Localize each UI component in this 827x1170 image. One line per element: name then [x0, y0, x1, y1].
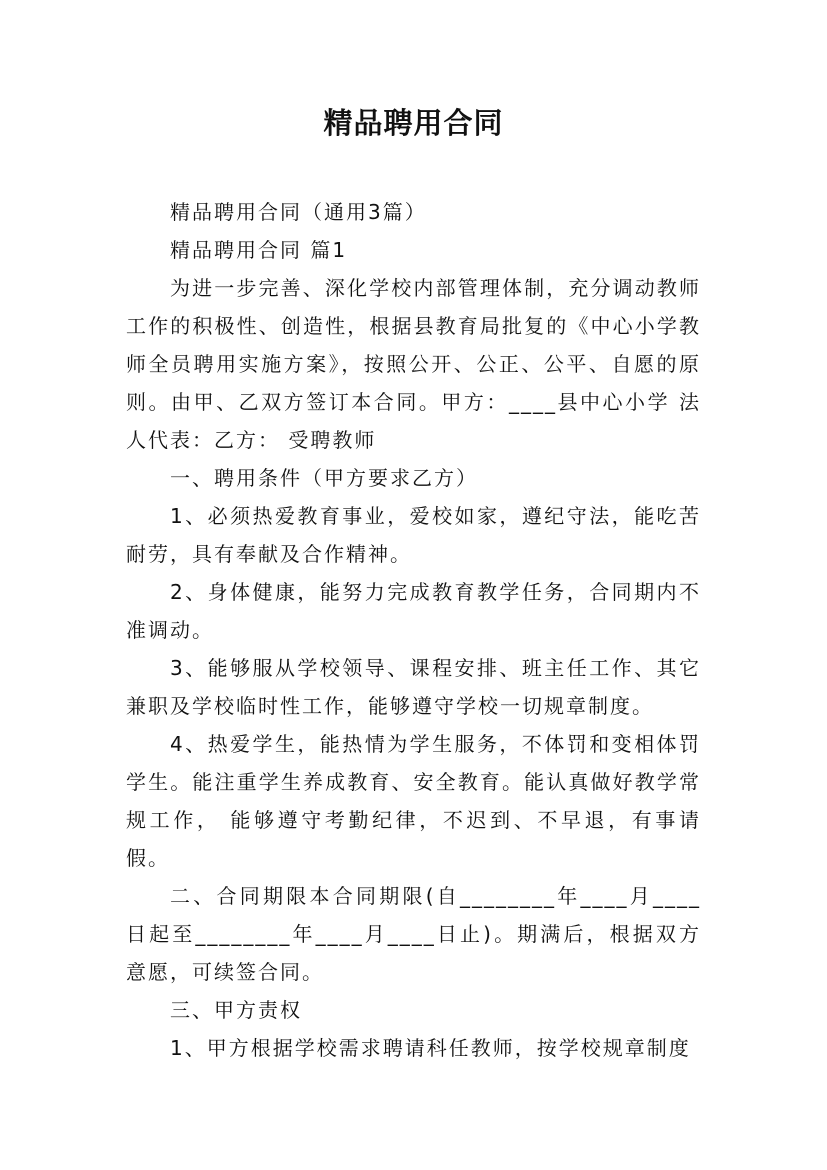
- paragraph-heading-conditions: 一、聘用条件（甲方要求乙方）: [170, 466, 478, 490]
- document-title: 精品聘用合同: [323, 106, 504, 140]
- paragraph-condition-3: 3、能够服从学校领导、课程安排、班主任工作、其它兼职及学校临时性工作，能够遵守学校一切规章制度。: [126, 656, 701, 718]
- paragraph-section-heading: 精品聘用合同 篇1: [170, 238, 348, 262]
- paragraph-contract-term: 二、合同期限本合同期限(自________年____月____日起至________年____月____日止)。期满后，根据双方意愿，可续签合同。: [126, 884, 701, 984]
- paragraph-party-a-1: 1、甲方根据学校需求聘请科任教师，按学校规章制度: [170, 1036, 691, 1060]
- paragraph-subtitle: 精品聘用合同（通用3篇）: [170, 200, 427, 224]
- paragraph-heading-party-a: 三、甲方责权: [170, 998, 302, 1022]
- paragraph-preamble: 为进一步完善、深化学校内部管理体制，充分调动教师工作的积极性、创造性，根据县教育局批复的《中心小学教师全员聘用实施方案》，按照公开、公正、公平、自愿的原则。由甲、乙双方签订本合同。甲方：____县中心小学 法人代表：乙方： 受聘教师: [126, 276, 701, 452]
- paragraph-condition-4: 4、热爱学生，能热情为学生服务，不体罚和变相体罚学生。能注重学生养成教育、安全教育。能认真做好教学常规工作， 能够遵守考勤纪律，不迟到、不早退，有事请假。: [126, 732, 701, 870]
- paragraph-condition-2: 2、身体健康，能努力完成教育教学任务，合同期内不准调动。: [126, 580, 701, 642]
- document-body: [126, 193, 701, 1067]
- paragraph-condition-1: 1、必须热爱教育事业，爱校如家，遵纪守法，能吃苦耐劳，具有奉献及合作精神。: [126, 504, 701, 566]
